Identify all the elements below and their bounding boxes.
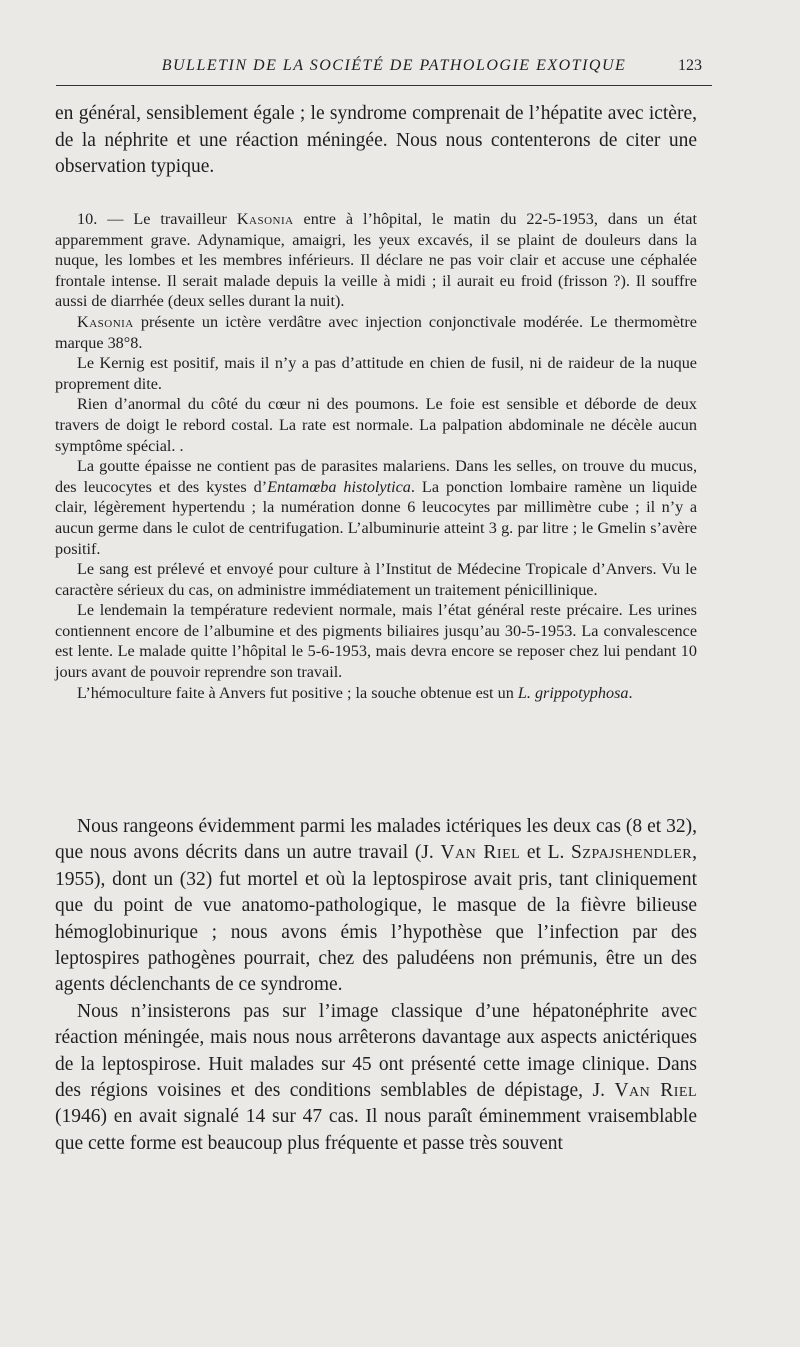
obs-p2-text-b: présente un ictère verdâtre avec injection conjonctivale modérée. Le thermomètre marque 38°8. — [55, 312, 697, 352]
obs-p1-text-a: 10. — Le travailleur — [77, 210, 237, 228]
obs-p8-text-b: . — [628, 683, 633, 702]
intro-paragraph: en général, sensiblement égale ; le syndrome comprenait de l’hépatite avec ictère, de la néphrite et une réaction méningée. Nous nous contenterons de citer une observation typique. — [55, 103, 697, 177]
observation-paragraph-5 — [55, 456, 697, 559]
obs-p5-text-b: . La ponction lombaire ramène un liquide clair, légèrement hypertendu ; la numération donne 6 leucocytes par millimètre cube ; il n’y a aucun germe dans le culot de centrifugation. L’albuminurie atteint 3 g. par litre ; le Gmelin s’avère positif. — [55, 477, 698, 558]
species-name: Entamœba histolytica — [267, 477, 411, 496]
obs-p5-text-a: La goutte épaisse ne contient pas de parasites malariens. Dans les selles, on trouve du mucus, des leucocytes et des kystes d’ — [55, 457, 697, 496]
observation-paragraph-4: Rien d’anormal du côté du cœur ni des poumons. Le foie est sensible et déborde de deux travers de doigt le rebord costal. La rate est normale. La palpation abdominale ne décèle aucun symptôme spécial. . — [55, 395, 697, 455]
running-header — [56, 55, 712, 86]
observation-paragraph-2 — [55, 312, 697, 353]
body-p1-text-c: , 1955), dont un (32) fut mortel et où la leptospirose avait pris, tant cliniquement que du point de vue anatomo-pathologique, le masque de la fièvre bilieuse hémoglobinurique ; nous avons émis l’hypothèse que l’infection par des leptospires pathogènes pourrait, chez des paludéens non prémunis, être un des agents déclenchants de ce syndrome. — [55, 842, 697, 996]
running-title: BULLETIN DE LA SOCIÉTÉ DE PATHOLOGIE EXOTIQUE — [161, 57, 627, 74]
observation-paragraph-7: Le lendemain la température redevient normale, mais l’état général reste précaire. Les urines contiennent encore de l’albumine et des pigments biliaires jusqu’au 30-5-1953. La convalescence est lente. Le malade quitte l’hôpital le 5-6-1953, mais devra encore se reposer chez lui pendant 10 jours avant de pouvoir reprendre son travail. — [55, 601, 697, 682]
obs-p1-text-b: entre à l’hôpital, le matin du 22-5-1953, dans un état apparemment grave. Adynamique, amaigri, les yeux excavés, il se plaint de douleurs dans la nuque, les lombes et les membres inférieurs. Il déclare ne pas voir clair et accuse une céphalée frontale intense. Il serait malade depuis la veille à midi ; il aurait eu froid (frisson ?). Il souffre aussi de diarrhée (deux selles durant la nuit). — [55, 210, 697, 311]
author-name: Van Riel — [440, 842, 521, 864]
body-p1-text-b: et L. — [520, 842, 572, 864]
author-name: Van Riel — [614, 1080, 697, 1102]
body-p1-text-a: Nous rangeons évidemment parmi les malades ictériques les deux cas (8 et 32), que nous avons décrits dans un autre travail (J. — [55, 816, 697, 864]
patient-name: Kasonia — [236, 210, 294, 228]
page-number: 123 — [678, 57, 702, 74]
body-paragraph-2 — [55, 999, 697, 1157]
body-p2-text-b: (1946) en avait signalé 14 sur 47 cas. Il nous paraît éminemment vraisemblable que cette forme est beaucoup plus fréquente et passe très souvent — [55, 1106, 697, 1154]
strain-name: L. grippotyphosa — [517, 683, 629, 702]
observation-paragraph-1 — [55, 209, 697, 312]
body-p2-text-a: Nous n’insisterons pas sur l’image classique d’une hépatonéphrite avec réaction méningée, mais nous nous arrêterons davantage aux aspects anictériques de la leptospirose. Huit malades sur 45 ont présenté cette image clinique. Dans des régions voisines et des conditions semblables de dépistage, J. — [55, 1000, 697, 1102]
observation-paragraph-8 — [55, 683, 697, 704]
obs-p8-text-a: L’hémoculture faite à Anvers fut positive ; la souche obtenue est un — [77, 683, 518, 702]
case-observation — [55, 209, 697, 703]
main-text — [55, 814, 697, 1157]
patient-name: Kasonia — [77, 312, 134, 331]
observation-paragraph-3: Le Kernig est positif, mais il n’y a pas d’attitude en chien de fusil, ni de raideur de la nuque proprement dite. — [55, 354, 697, 393]
observation-paragraph-6: Le sang est prélevé et envoyé pour culture à l’Institut de Médecine Tropicale d’Anvers. Vu le caractère sérieux du cas, on administre immédiatement un traitement pénicillinique. — [55, 560, 697, 599]
body-paragraph-1 — [55, 814, 697, 999]
author-name: Szpajshendler — [571, 842, 693, 864]
